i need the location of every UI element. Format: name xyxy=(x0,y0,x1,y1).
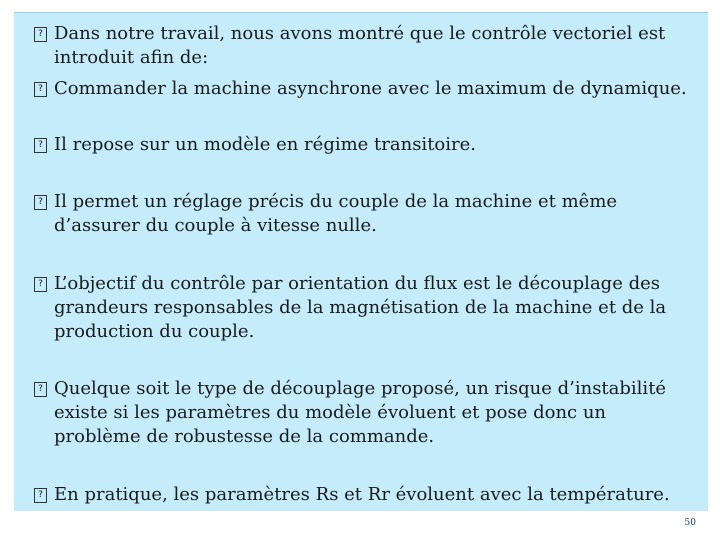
bullet-marker-icon: ? xyxy=(34,82,47,97)
bullet-text-line: problème de robustesse de la commande. xyxy=(54,426,435,447)
bullet-marker-icon: ? xyxy=(34,382,47,397)
bullet-4 xyxy=(34,190,617,238)
bullet-text-line: production du couple. xyxy=(54,321,255,342)
bullet-text-line: Dans notre travail, nous avons montré que le contrôle vectoriel est xyxy=(54,23,666,44)
bullet-marker-icon: ? xyxy=(34,277,47,292)
bullet-marker-icon: ? xyxy=(34,138,47,153)
bullet-marker-icon: ? xyxy=(34,195,47,210)
bullet-text-line: Il repose sur un modèle en régime transitoire. xyxy=(54,134,476,155)
bullet-text-line: d’assurer du couple à vitesse nulle. xyxy=(54,215,377,236)
bullet-6 xyxy=(34,377,666,449)
bullet-text-line: grandeurs responsables de la magnétisation de la machine et de la xyxy=(54,297,667,318)
page-number: 50 xyxy=(684,518,696,528)
bullet-text-line: introduit afin de: xyxy=(54,47,209,68)
bullet-5 xyxy=(34,272,666,344)
bullet-marker-icon: ? xyxy=(34,27,47,42)
bullet-3 xyxy=(34,133,476,157)
content-box xyxy=(14,12,708,511)
bullet-text-line: L’objectif du contrôle par orientation du flux est le découplage des xyxy=(54,273,660,294)
bullet-2 xyxy=(34,77,687,101)
bullet-text-line: Il permet un réglage précis du couple de la machine et même xyxy=(54,191,618,212)
bullet-1 xyxy=(34,22,665,70)
bullet-7 xyxy=(34,483,670,507)
bullet-text-line: existe si les paramètres du modèle évoluent et pose donc un xyxy=(54,402,607,423)
bullet-text-line: Quelque soit le type de découplage proposé, un risque d’instabilité xyxy=(54,378,667,399)
bullet-marker-icon: ? xyxy=(34,488,47,503)
bullet-text-line: En pratique, les paramètres Rs et Rr évoluent avec la température. xyxy=(54,484,670,505)
bullet-text-line: Commander la machine asynchrone avec le maximum de dynamique. xyxy=(54,78,687,99)
